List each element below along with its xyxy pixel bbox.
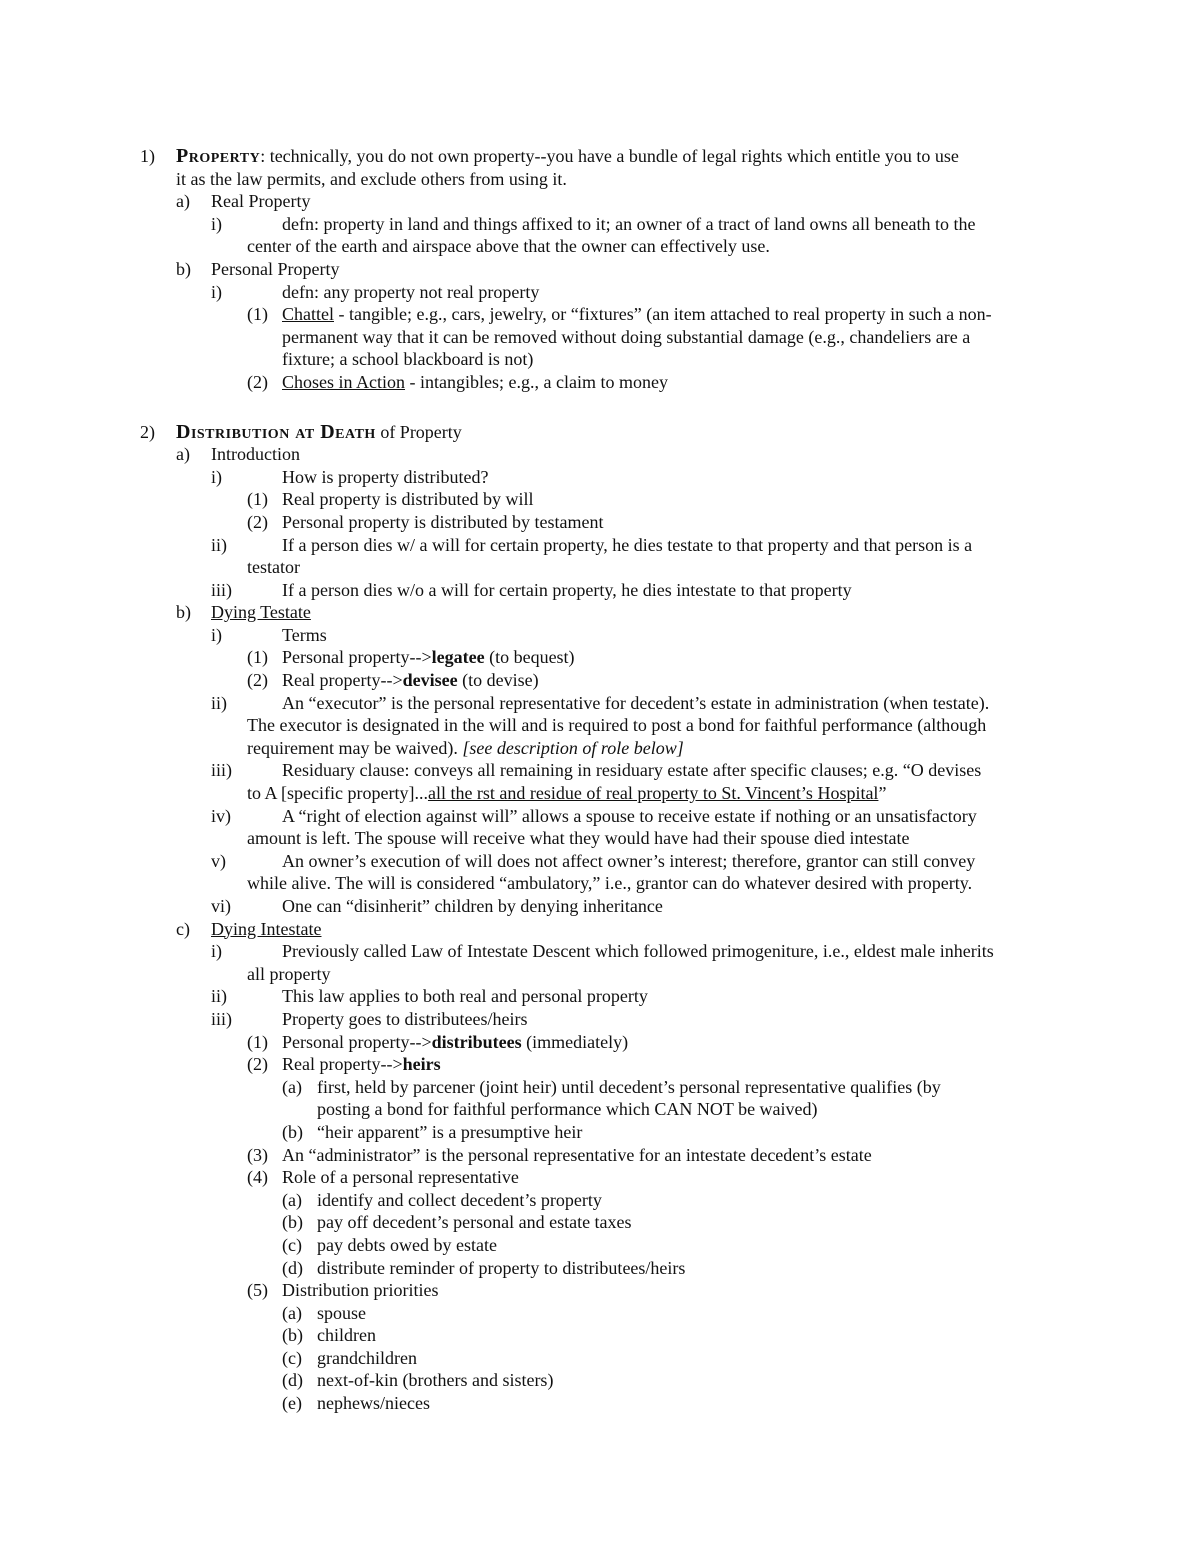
- list-marker: iv): [211, 805, 231, 826]
- dying-intestate-item: [0, 918, 1200, 941]
- section-1-intro-cont-row: [0, 168, 1200, 191]
- list-item-cont: all property: [247, 963, 331, 984]
- list-item-text: Personal property-->: [282, 1031, 432, 1052]
- choses-text: - intangibles; e.g., a claim to money: [405, 371, 668, 392]
- list-item-text: An owner’s execution of will does not affect owner’s interest; therefore, grantor can still convey: [282, 850, 976, 871]
- list-marker: c): [176, 918, 190, 939]
- role-note: [see description of role below]: [462, 737, 684, 758]
- list-marker: i): [211, 624, 222, 645]
- list-marker: vi): [211, 896, 231, 916]
- list-item-text: If a person dies w/o a will for certain property, he dies intestate to that property: [282, 579, 852, 600]
- list-item-cont-row: [0, 714, 1200, 737]
- list-marker: (c): [282, 1347, 302, 1368]
- introduction-label: Introduction: [211, 444, 300, 465]
- list-marker: b): [176, 602, 191, 623]
- list-marker: i): [211, 213, 222, 234]
- list-item: [0, 895, 1200, 918]
- list-item-text: (immediately): [521, 1031, 629, 1052]
- list-item-cont: The executor is designated in the will and is required to post a bond for faithful performance (although: [247, 715, 987, 736]
- list-item-text: (to bequest): [484, 647, 575, 668]
- list-item-cont: while alive. The will is considered “ambulatory,” i.e., grantor can do whatever desired with property.: [247, 873, 973, 894]
- introduction-item: [0, 443, 1200, 466]
- list-marker: iii): [211, 760, 232, 781]
- list-item-cont: amount is left. The spouse will receive what they would have had their spouse died intestate: [247, 828, 910, 849]
- residuary-example: all the rst and residue of real property to St. Vincent’s Hospital: [427, 783, 879, 804]
- personal-property-defn: [0, 281, 1200, 304]
- list-item: [0, 1257, 1200, 1280]
- list-item-cont-row: [0, 782, 1200, 805]
- list-marker: (a): [282, 1076, 302, 1097]
- heirs-term: heirs: [402, 1054, 441, 1075]
- list-marker: i): [211, 941, 222, 962]
- list-marker: (2): [247, 1054, 268, 1075]
- list-item-text: Real property is distributed by will: [282, 489, 534, 510]
- list-marker: (2): [247, 371, 268, 392]
- choses-term: Choses in Action: [282, 371, 406, 392]
- list-item-cont-row: [0, 872, 1200, 895]
- chattel-cont-row: [0, 348, 1200, 371]
- section-1-heading: [0, 145, 1200, 168]
- list-item: [0, 1279, 1200, 1302]
- list-item-text: Personal property is distributed by testament: [282, 511, 604, 532]
- legatee-term: legatee: [431, 647, 485, 668]
- list-marker: (1): [247, 304, 268, 325]
- list-item: [0, 850, 1200, 873]
- list-item-cont-row: [0, 963, 1200, 986]
- section-2-number: 2): [140, 421, 155, 442]
- list-item: [0, 466, 1200, 489]
- list-marker: b): [176, 258, 191, 279]
- list-marker: a): [176, 444, 190, 465]
- list-item: [0, 1008, 1200, 1031]
- choses-item: [0, 371, 1200, 394]
- list-item: [0, 940, 1200, 963]
- list-item-text: One can “disinherit” children by denying inheritance: [282, 896, 663, 916]
- outline-document: [0, 145, 1200, 1415]
- list-item: [0, 1392, 1200, 1415]
- personal-property-label: Personal Property: [211, 258, 340, 279]
- list-item-cont: ”: [878, 783, 887, 804]
- distributees-term: distributees: [431, 1031, 522, 1052]
- real-property-item: [0, 190, 1200, 213]
- list-marker: (3): [247, 1144, 268, 1165]
- list-marker: (2): [247, 670, 268, 691]
- list-item-text: spouse: [317, 1302, 366, 1323]
- section-1-intro-cont: it as the law permits, and exclude others from using it.: [176, 168, 567, 189]
- list-item-cont: testator: [247, 557, 300, 578]
- list-item: [0, 669, 1200, 692]
- list-item: [0, 1369, 1200, 1392]
- list-item-text: grandchildren: [317, 1347, 417, 1368]
- list-item: [0, 759, 1200, 782]
- chattel-item: [0, 303, 1200, 326]
- list-marker: (1): [247, 647, 268, 668]
- list-item: [0, 1302, 1200, 1325]
- list-marker: ii): [211, 692, 227, 713]
- list-item-cont-row: [0, 1098, 1200, 1121]
- list-marker: (a): [282, 1302, 302, 1323]
- list-item-text: This law applies to both real and personal property: [282, 986, 648, 1007]
- list-item: [0, 534, 1200, 557]
- list-item-cont: requirement may be waived).: [247, 737, 463, 758]
- list-marker: (b): [282, 1325, 303, 1346]
- list-marker: iii): [211, 1008, 232, 1029]
- list-marker: ii): [211, 986, 227, 1007]
- list-item: [0, 1324, 1200, 1347]
- list-item-text: How is property distributed?: [282, 466, 489, 487]
- chattel-cont-row: [0, 326, 1200, 349]
- list-item-text: Real property-->: [282, 670, 403, 691]
- list-marker: (c): [282, 1234, 302, 1255]
- dying-testate-label: Dying Testate: [211, 602, 311, 623]
- list-item-text: “heir apparent” is a presumptive heir: [317, 1121, 583, 1142]
- list-marker: i): [211, 466, 222, 487]
- list-item-text: Property goes to distributees/heirs: [282, 1008, 528, 1029]
- list-item: [0, 1166, 1200, 1189]
- section-1-intro: : technically, you do not own property--you have a bundle of legal rights which entitle you to use: [260, 146, 959, 166]
- list-item-text: pay off decedent’s personal and estate taxes: [317, 1212, 632, 1233]
- list-marker: (2): [247, 511, 268, 532]
- list-item-cont-row: [0, 737, 1200, 760]
- list-item: [0, 1347, 1200, 1370]
- section-2-title-rest: of Property: [375, 421, 462, 442]
- real-property-defn: [0, 213, 1200, 236]
- list-item-text: nephews/nieces: [317, 1393, 430, 1414]
- devisee-term: devisee: [402, 670, 458, 691]
- list-item: [0, 692, 1200, 715]
- list-item-cont: to A [specific property]...: [247, 783, 428, 804]
- real-property-defn-cont: center of the earth and airspace above that the owner can effectively use.: [247, 236, 770, 257]
- list-item: [0, 511, 1200, 534]
- list-item-text: If a person dies w/ a will for certain property, he dies testate to that property and that person is a: [282, 534, 973, 555]
- list-marker: (a): [282, 1189, 302, 1210]
- list-item-cont-row: [0, 556, 1200, 579]
- list-item-text: first, held by parcener (joint heir) until decedent’s personal representative qualifies (by: [317, 1076, 941, 1097]
- list-marker: ii): [211, 534, 227, 555]
- list-item-text: Terms: [282, 624, 327, 645]
- chattel-cont: permanent way that it can be removed without doing substantial damage (e.g., chandeliers are a: [282, 326, 971, 347]
- list-item-text: Personal property-->: [282, 647, 432, 668]
- list-marker: v): [211, 850, 226, 871]
- list-item: [0, 1053, 1200, 1076]
- list-item: [0, 1144, 1200, 1167]
- list-item: [0, 624, 1200, 647]
- section-1-number: 1): [140, 146, 155, 166]
- chattel-cont: fixture; a school blackboard is not): [282, 349, 534, 370]
- list-item: [0, 646, 1200, 669]
- chattel-text: - tangible; e.g., cars, jewelry, or “fixtures” (an item attached to real property in such a non-: [334, 304, 992, 325]
- list-item: [0, 1234, 1200, 1257]
- list-item: [0, 1189, 1200, 1212]
- section-1-title: Property: [176, 145, 261, 167]
- list-item-text: children: [317, 1325, 376, 1346]
- list-item: [0, 488, 1200, 511]
- list-marker: (5): [247, 1280, 268, 1301]
- real-property-defn-cont-row: [0, 235, 1200, 258]
- list-item: [0, 1211, 1200, 1234]
- list-item: [0, 579, 1200, 602]
- list-item-text: Residuary clause: conveys all remaining in residuary estate after specific clauses; e.g. “O devises: [282, 760, 982, 781]
- list-item-text: A “right of election against will” allows a spouse to receive estate if nothing or an unsatisfactory: [282, 805, 977, 826]
- list-item: [0, 805, 1200, 828]
- real-property-defn-text: defn: property in land and things affixed to it; an owner of a tract of land owns all beneath to the: [282, 213, 976, 234]
- list-marker: (d): [282, 1257, 303, 1278]
- chattel-term: Chattel: [282, 304, 334, 325]
- list-item-text: An “administrator” is the personal representative for an intestate decedent’s estate: [282, 1144, 872, 1165]
- list-marker: a): [176, 191, 190, 212]
- list-item-text: next-of-kin (brothers and sisters): [317, 1370, 554, 1391]
- list-item-text: (to devise): [457, 670, 539, 691]
- list-item: [0, 1076, 1200, 1099]
- list-item-text: pay debts owed by estate: [317, 1234, 497, 1255]
- personal-property-item: [0, 258, 1200, 281]
- personal-property-defn-text: defn: any property not real property: [282, 281, 540, 302]
- list-item-text: Distribution priorities: [282, 1280, 439, 1301]
- list-item: [0, 985, 1200, 1008]
- list-marker: (4): [247, 1167, 268, 1188]
- list-marker: (d): [282, 1370, 303, 1391]
- list-item-text: distribute reminder of property to distributees/heirs: [317, 1257, 686, 1278]
- list-item-text: Real property-->: [282, 1054, 403, 1075]
- real-property-label: Real Property: [211, 191, 311, 212]
- section-2-title: Distribution at Death: [176, 420, 376, 443]
- list-marker: (e): [282, 1393, 302, 1414]
- list-marker: (1): [247, 489, 268, 510]
- list-item-cont-row: [0, 827, 1200, 850]
- section-2-heading: [0, 421, 1200, 444]
- list-marker: (b): [282, 1121, 303, 1142]
- list-marker: (1): [247, 1031, 268, 1052]
- list-marker: (b): [282, 1212, 303, 1233]
- list-item-cont: posting a bond for faithful performance which CAN NOT be waived): [317, 1099, 818, 1120]
- dying-testate-item: [0, 601, 1200, 624]
- list-marker: i): [211, 281, 222, 302]
- list-item-text: Previously called Law of Intestate Descent which followed primogeniture, i.e., eldest male inherits: [282, 941, 994, 962]
- list-item-text: An “executor” is the personal representative for decedent’s estate in administration (when testate).: [282, 692, 990, 713]
- dying-intestate-label: Dying Intestate: [211, 918, 322, 939]
- list-item-text: Role of a personal representative: [282, 1167, 519, 1188]
- list-marker: iii): [211, 579, 232, 600]
- list-item-text: identify and collect decedent’s property: [317, 1189, 602, 1210]
- list-item: [0, 1121, 1200, 1144]
- list-item: [0, 1031, 1200, 1054]
